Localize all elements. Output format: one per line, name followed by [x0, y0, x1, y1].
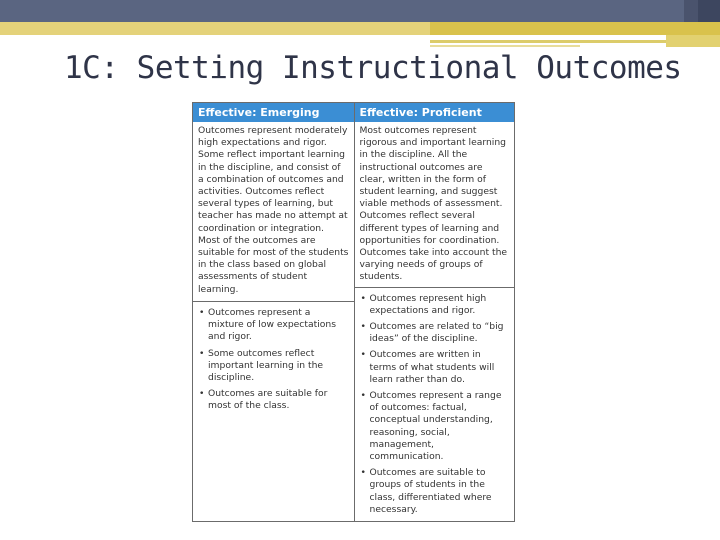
- column-header-proficient: Effective: Proficient: [355, 103, 515, 122]
- bullet-item: • Outcomes are written in terms of what students will learn rather than do.: [360, 349, 510, 386]
- description-emerging: Outcomes represent moderately high expectations and rigor. Some reflect important learning in the discipline, and consist of a combination of outcomes and activities. Outcomes reflect several types of learning, but teacher has made no attempt at coordination or integration. Most of the outcomes are suitable for most of the students in the class based on global assessments of student learning.: [193, 122, 354, 302]
- bullet-item: • Some outcomes reflect important learning in the discipline.: [198, 348, 349, 385]
- decorative-rule-thin: [430, 45, 580, 47]
- column-proficient: [354, 103, 515, 521]
- decorative-rule: [430, 40, 666, 43]
- rubric-table: [192, 102, 515, 522]
- bullet-list-proficient: [355, 288, 515, 523]
- gold-decorative-band: [0, 22, 720, 35]
- decorative-rule-end: [666, 35, 720, 47]
- bullet-item: • Outcomes are related to “big ideas” of the discipline.: [360, 321, 510, 345]
- slide-title: 1C: Setting Instructional Outcomes: [64, 50, 682, 86]
- top-decorative-band: [0, 0, 720, 22]
- description-proficient: Most outcomes represent rigorous and important learning in the discipline. All the instructional outcomes are clear, written in the form of student learning, and suggest viable methods of assessment. Outcomes reflect several different types of learning and opportunities for coordination. Outcomes take into account the varying needs of groups of students.: [355, 122, 515, 288]
- column-header-emerging: Effective: Emerging: [193, 103, 354, 122]
- bullet-list-emerging: [193, 302, 354, 420]
- bullet-item: • Outcomes are suitable to groups of students in the class, differentiated where necessary.: [360, 467, 510, 516]
- column-emerging: [193, 103, 354, 521]
- gold-band-light: [0, 22, 430, 35]
- bullet-item: • Outcomes represent a mixture of low expectations and rigor.: [198, 307, 349, 344]
- bullet-item: • Outcomes are suitable for most of the class.: [198, 388, 349, 412]
- bullet-item: • Outcomes represent high expectations and rigor.: [360, 293, 510, 317]
- top-band-accent: [684, 0, 698, 22]
- bullet-item: • Outcomes represent a range of outcomes: factual, conceptual understanding, reasoning, social, management, communication.: [360, 390, 510, 463]
- top-band-corner: [698, 0, 720, 22]
